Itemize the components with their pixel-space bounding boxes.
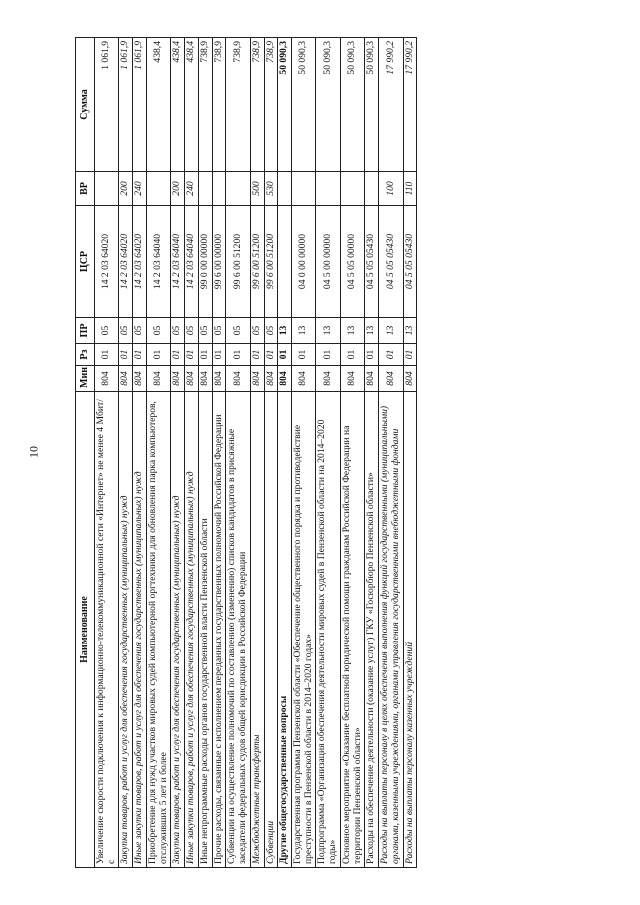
cell-sum: 1 061,9	[95, 38, 119, 172]
cell-min: 804	[198, 366, 212, 392]
cell-min: 804	[316, 366, 340, 392]
table-row	[292, 38, 316, 868]
cell-sum: 738,9	[250, 38, 264, 172]
cell-vr: 500	[250, 172, 264, 206]
cell-pr: 05	[133, 318, 147, 344]
cell-pr: 05	[198, 318, 212, 344]
cell-pr: 05	[146, 318, 170, 344]
cell-pr: 13	[365, 318, 379, 344]
cell-rz: 01	[365, 344, 379, 366]
cell-rz: 01	[379, 344, 403, 366]
cell-rz: 01	[226, 344, 250, 366]
cell-rz: 01	[264, 344, 278, 366]
cell-sum: 50 090,3	[340, 38, 364, 172]
cell-pr: 05	[250, 318, 264, 344]
cell-pr: 13	[340, 318, 364, 344]
table-row	[403, 38, 417, 868]
cell-rz: 01	[292, 344, 316, 366]
cell-vr	[226, 172, 250, 206]
cell-name: Приобретение для нужд участков мировых судей компьютерной оргтехники для обновления парка компьютеров, отслуживших 5 лет и более	[146, 392, 170, 868]
cell-pr: 13	[316, 318, 340, 344]
cell-rz: 01	[119, 344, 133, 366]
cell-csr: 04 5 05 05430	[403, 206, 417, 318]
cell-name: Подпрограмма «Организация обеспечения деятельности мировых судей в Пензенской области на 2014–2020 годы»	[316, 392, 340, 868]
cell-pr: 05	[212, 318, 226, 344]
cell-vr	[316, 172, 340, 206]
cell-csr: 04 5 05 05430	[365, 206, 379, 318]
cell-rz: 01	[403, 344, 417, 366]
cell-vr	[278, 172, 292, 206]
cell-vr: 530	[264, 172, 278, 206]
cell-sum: 738,9	[198, 38, 212, 172]
cell-sum: 17 990,2	[379, 38, 403, 172]
cell-min: 804	[185, 366, 199, 392]
cell-rz: 01	[198, 344, 212, 366]
cell-sum: 738,9	[212, 38, 226, 172]
cell-vr	[365, 172, 379, 206]
cell-csr: 99 6 00 51200	[226, 206, 250, 318]
cell-sum: 50 090,3	[365, 38, 379, 172]
cell-min: 804	[264, 366, 278, 392]
table-row	[340, 38, 364, 868]
cell-sum: 1 061,9	[119, 38, 133, 172]
cell-name: Расходы на выплаты персоналу в целях обеспечения выполнения функций государственными (муниципальными) органами, казенными учреждениями, органами управления государственными внебюджетными фондами	[379, 392, 403, 868]
cell-name: Иные непрограммные расходы органов государственной власти Пензенской области	[198, 392, 212, 868]
cell-min: 804	[171, 366, 185, 392]
table-row	[316, 38, 340, 868]
table-body	[95, 38, 417, 868]
cell-min: 804	[403, 366, 417, 392]
cell-min: 804	[133, 366, 147, 392]
cell-pr: 05	[171, 318, 185, 344]
header-sum: Сумма	[76, 38, 95, 172]
table-row	[379, 38, 403, 868]
cell-name: Субвенции	[264, 392, 278, 868]
cell-rz: 01	[212, 344, 226, 366]
cell-csr: 04 5 00 00000	[316, 206, 340, 318]
cell-min: 804	[146, 366, 170, 392]
cell-rz: 01	[146, 344, 170, 366]
cell-vr	[95, 172, 119, 206]
cell-name: Иные закупки товаров, работ и услуг для обеспечения государственных (муниципальных) нужд	[133, 392, 147, 868]
cell-rz: 01	[340, 344, 364, 366]
cell-csr: 04 5 05 00000	[340, 206, 364, 318]
cell-rz: 01	[278, 344, 292, 366]
cell-sum: 50 090,3	[316, 38, 340, 172]
header-vr: ВР	[76, 172, 95, 206]
cell-csr: 14 2 03 64040	[146, 206, 170, 318]
cell-csr: 99 0 00 00000	[198, 206, 212, 318]
table-row	[95, 38, 119, 868]
cell-min: 804	[250, 366, 264, 392]
cell-min: 804	[119, 366, 133, 392]
cell-vr	[198, 172, 212, 206]
cell-csr: 04 5 05 05430	[379, 206, 403, 318]
cell-rz: 01	[171, 344, 185, 366]
table-row	[264, 38, 278, 868]
cell-vr: 240	[185, 172, 199, 206]
cell-vr	[340, 172, 364, 206]
cell-name: Закупка товаров, работ и услуг для обеспечения государственных (муниципальных) нужд	[171, 392, 185, 868]
cell-sum: 438,4	[185, 38, 199, 172]
cell-name: Государственная программа Пензенской области «Обеспечение общественного порядка и противодействие преступности в Пензенской области в 2014–2020 годах»	[292, 392, 316, 868]
budget-table	[75, 37, 417, 868]
cell-vr: 200	[119, 172, 133, 206]
cell-csr: 99 6 00 51200	[264, 206, 278, 318]
table-row	[133, 38, 147, 868]
cell-csr	[278, 206, 292, 318]
header-pr: ПР	[76, 318, 95, 344]
cell-pr: 05	[264, 318, 278, 344]
cell-name: Другие общегосударственные вопросы	[278, 392, 292, 868]
cell-pr: 05	[185, 318, 199, 344]
cell-csr: 14 2 03 64020	[119, 206, 133, 318]
cell-name: Основное мероприятие «Оказание бесплатной юридической помощи гражданам Российской Федерации на территории Пензенской области»	[340, 392, 364, 868]
table-row	[146, 38, 170, 868]
table-header-row	[76, 38, 95, 868]
cell-csr: 04 0 00 00000	[292, 206, 316, 318]
cell-min: 804	[365, 366, 379, 392]
cell-name: Субвенции на осуществление полномочий по составлению (изменению) списков кандидатов в присяжные заседатели федеральных судов общей юрисдикции в Российской Федерации	[226, 392, 250, 868]
cell-csr: 99 6 00 00000	[212, 206, 226, 318]
cell-vr	[212, 172, 226, 206]
cell-vr: 240	[133, 172, 147, 206]
cell-min: 804	[278, 366, 292, 392]
cell-sum: 50 090,3	[292, 38, 316, 172]
cell-sum: 50 090,3	[278, 38, 292, 172]
cell-sum: 738,9	[226, 38, 250, 172]
cell-name: Расходы на обеспечение деятельности (оказание услуг) ГКУ «Госюрбюро Пензенской области»	[365, 392, 379, 868]
cell-rz: 01	[250, 344, 264, 366]
cell-vr: 200	[171, 172, 185, 206]
table-row	[171, 38, 185, 868]
cell-min: 804	[292, 366, 316, 392]
cell-name: Расходы на выплаты персоналу казенных учреждений	[403, 392, 417, 868]
cell-min: 804	[212, 366, 226, 392]
cell-min: 804	[340, 366, 364, 392]
header-rz: Рз	[76, 344, 95, 366]
cell-pr: 13	[403, 318, 417, 344]
cell-min: 804	[95, 366, 119, 392]
cell-sum: 17 990,2	[403, 38, 417, 172]
cell-csr: 14 2 03 64020	[95, 206, 119, 318]
cell-name: Закупка товаров, работ и услуг для обеспечения государственных (муниципальных) нужд	[119, 392, 133, 868]
cell-pr: 13	[278, 318, 292, 344]
cell-csr: 14 2 03 64040	[185, 206, 199, 318]
cell-sum: 438,4	[171, 38, 185, 172]
cell-pr: 05	[226, 318, 250, 344]
header-name: Наименование	[76, 392, 95, 868]
table-row	[198, 38, 212, 868]
table-row	[226, 38, 250, 868]
header-min: Мин	[76, 366, 95, 392]
cell-min: 804	[226, 366, 250, 392]
table-row	[250, 38, 264, 868]
cell-csr: 14 2 03 64020	[133, 206, 147, 318]
cell-pr: 13	[379, 318, 403, 344]
cell-name: Иные закупки товаров, работ и услуг для обеспечения государственных (муниципальных) нужд	[185, 392, 199, 868]
cell-vr	[292, 172, 316, 206]
page-number: 10	[26, 446, 41, 458]
cell-pr: 13	[292, 318, 316, 344]
cell-vr: 100	[379, 172, 403, 206]
cell-csr: 14 2 03 64040	[171, 206, 185, 318]
cell-rz: 01	[185, 344, 199, 366]
cell-rz: 01	[95, 344, 119, 366]
cell-pr: 05	[95, 318, 119, 344]
table-row	[212, 38, 226, 868]
cell-rz: 01	[133, 344, 147, 366]
table-row	[185, 38, 199, 868]
cell-vr: 110	[403, 172, 417, 206]
cell-vr	[146, 172, 170, 206]
cell-sum: 438,4	[146, 38, 170, 172]
table-row	[365, 38, 379, 868]
cell-name: Прочие расходы, связанные с исполнением переданных государственных полномочий Российской Федерации	[212, 392, 226, 868]
cell-csr: 99 6 00 51200	[250, 206, 264, 318]
cell-min: 804	[379, 366, 403, 392]
cell-name: Увеличение скорости подключения к информационно-телекоммуникационной сети «Интернет» не менее 4 Мбит/с	[95, 392, 119, 868]
cell-pr: 05	[119, 318, 133, 344]
table-row	[278, 38, 292, 868]
cell-name: Межбюджетные трансферты	[250, 392, 264, 868]
cell-sum: 1 061,9	[133, 38, 147, 172]
table-row	[119, 38, 133, 868]
cell-sum: 738,9	[264, 38, 278, 172]
cell-rz: 01	[316, 344, 340, 366]
header-csr: ЦСР	[76, 206, 95, 318]
budget-table-sheet	[75, 38, 640, 868]
